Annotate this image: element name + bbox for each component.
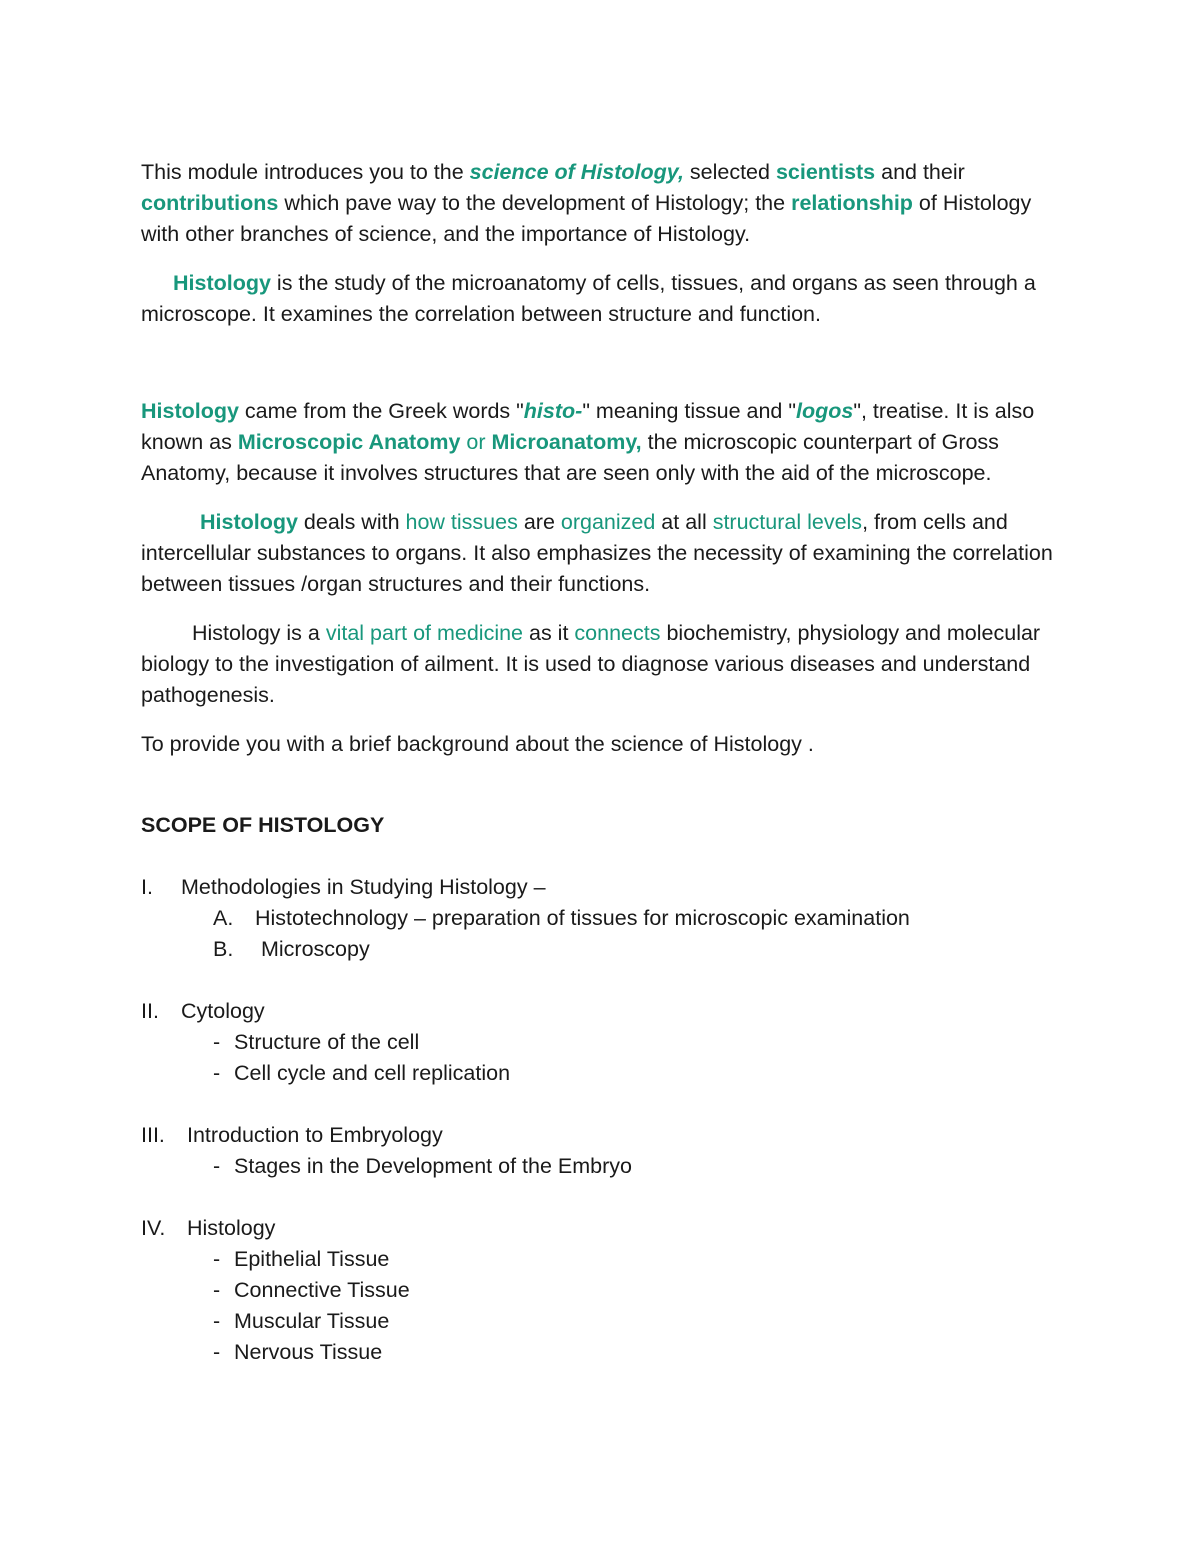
text-run: is the study of the microanatomy of cells, tissues, and organs as seen through a microscope. It examines the correlation between structure and function. bbox=[141, 271, 1036, 326]
text-run-or: or bbox=[460, 430, 492, 454]
roman-numeral: III. bbox=[141, 1123, 165, 1147]
scope-section-4 bbox=[141, 1213, 1060, 1368]
intro-paragraph bbox=[141, 157, 1060, 250]
text-run: came from the Greek words " bbox=[238, 399, 524, 423]
text-run: biochemistry, physiology and molecular biology to the investigation of ailment. It is used to diagnose various diseases and understand pathogenesis. bbox=[141, 621, 1041, 707]
text-run: which pave way to the development of Histology; the bbox=[278, 191, 792, 215]
medicine-paragraph bbox=[141, 618, 1060, 711]
highlight-connects: connects bbox=[574, 621, 661, 645]
highlight-logos: logos bbox=[796, 399, 854, 423]
roman-numeral: I. bbox=[141, 875, 153, 899]
dash-marker: - bbox=[213, 1154, 221, 1178]
section-label: Methodologies in Studying Histology – bbox=[181, 875, 546, 899]
background-paragraph: To provide you with a brief background about the science of Histology . bbox=[141, 732, 814, 756]
text-run: the microscopic counterpart of Gross Anatomy, because it involves structures that are seen only with the aid of the microscope. bbox=[141, 430, 999, 485]
etymology-paragraph bbox=[141, 396, 1060, 489]
scope-section-1 bbox=[141, 872, 1060, 965]
text-run: deals with bbox=[297, 510, 406, 534]
highlight-how-tissues: how tissues bbox=[405, 510, 518, 534]
section-label: Introduction to Embryology bbox=[187, 1123, 443, 1147]
highlight-organized: organized bbox=[560, 510, 656, 534]
letter-marker: A. bbox=[213, 906, 234, 930]
text-run: at all bbox=[655, 510, 713, 534]
text-run: selected bbox=[683, 160, 776, 184]
dash-marker: - bbox=[213, 1340, 221, 1364]
highlight-structural-levels: structural levels bbox=[712, 510, 863, 534]
scope-section-2 bbox=[141, 996, 1060, 1089]
highlight-scientists: scientists bbox=[775, 160, 876, 184]
dash-marker: - bbox=[213, 1030, 221, 1054]
dash-marker: - bbox=[213, 1247, 221, 1271]
section-label: Cytology bbox=[181, 999, 265, 1023]
dash-marker: - bbox=[213, 1061, 221, 1085]
highlight-science-of-histology: science of Histology, bbox=[469, 160, 684, 184]
highlight-relationship: relationship bbox=[791, 191, 913, 215]
highlight-histology: Histology bbox=[200, 510, 298, 534]
list-item: Microscopy bbox=[261, 937, 370, 961]
highlight-microanatomy: Microanatomy, bbox=[491, 430, 642, 454]
highlight-vital-part-of-medicine: vital part of medicine bbox=[325, 621, 524, 645]
list-item: Muscular Tissue bbox=[234, 1309, 390, 1333]
list-item: Structure of the cell bbox=[234, 1030, 420, 1054]
scope-heading: SCOPE OF HISTOLOGY bbox=[141, 813, 385, 837]
text-run: and their bbox=[875, 160, 965, 184]
highlight-histology: Histology bbox=[173, 271, 271, 295]
highlight-histo: histo- bbox=[523, 399, 583, 423]
dash-marker: - bbox=[213, 1278, 221, 1302]
list-item: Epithelial Tissue bbox=[234, 1247, 390, 1271]
text-run: Histology is a bbox=[192, 621, 326, 645]
list-item: Connective Tissue bbox=[234, 1278, 410, 1302]
section-label: Histology bbox=[187, 1216, 276, 1240]
text-run: as it bbox=[523, 621, 575, 645]
list-item: Histotechnology – preparation of tissues for microscopic examination bbox=[255, 906, 910, 930]
list-item: Stages in the Development of the Embryo bbox=[234, 1154, 632, 1178]
text-run: This module introduces you to the bbox=[141, 160, 470, 184]
organization-paragraph bbox=[141, 507, 1060, 600]
text-run: , from cells and intercellular substances to organs. It also emphasizes the necessity of examining the correlation between tissues /organ structures and their functions. bbox=[141, 510, 1053, 596]
definition-paragraph bbox=[141, 268, 1060, 330]
highlight-contributions: contributions bbox=[141, 191, 279, 215]
list-item: Cell cycle and cell replication bbox=[234, 1061, 511, 1085]
scope-section-3 bbox=[141, 1120, 1060, 1182]
text-run: ", treatise. It is also known as bbox=[141, 399, 1035, 454]
list-item: Nervous Tissue bbox=[234, 1340, 383, 1364]
roman-numeral: IV. bbox=[141, 1216, 166, 1240]
text-run: " meaning tissue and " bbox=[582, 399, 796, 423]
highlight-histology: Histology bbox=[141, 399, 239, 423]
text-run: of Histology with other branches of science, and the importance of Histology. bbox=[141, 191, 1032, 246]
dash-marker: - bbox=[213, 1309, 221, 1333]
highlight-microscopic-anatomy: Microscopic Anatomy bbox=[237, 430, 461, 454]
letter-marker: B. bbox=[213, 937, 234, 961]
roman-numeral: II. bbox=[141, 999, 159, 1023]
text-run: are bbox=[517, 510, 561, 534]
